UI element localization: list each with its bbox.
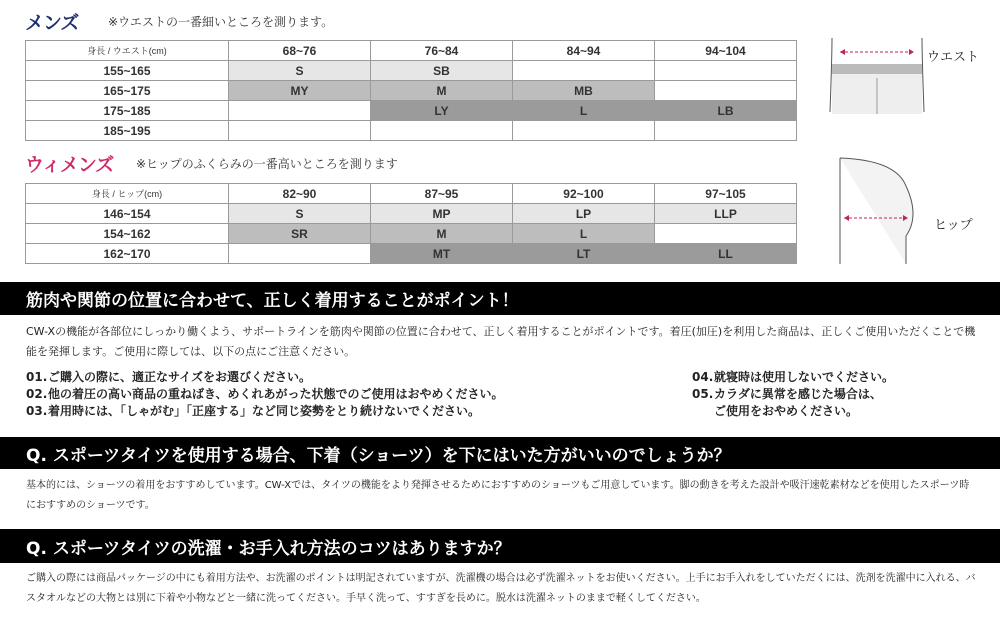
column-header: 94~104 <box>655 41 797 61</box>
size-cell <box>513 61 655 81</box>
column-header: 87~95 <box>371 184 513 204</box>
item-number: 04. <box>692 370 714 384</box>
size-cell: MP <box>371 204 513 224</box>
section3-heading: Q. スポーツタイツの洗濯・お手入れ方法のコツはありますか？ <box>0 529 1000 563</box>
size-cell: LT <box>513 244 655 264</box>
item-text: ご購入の際に、適正なサイズをお選びください。 <box>48 370 312 384</box>
height-cell: 165~175 <box>26 81 229 101</box>
height-cell: 154~162 <box>26 224 229 244</box>
height-cell: 155~165 <box>26 61 229 81</box>
size-cell: S <box>229 204 371 224</box>
table-row <box>26 101 797 121</box>
mens-note: ※ウエストの一番細いところを測ります。 <box>108 15 334 29</box>
table-row <box>26 224 797 244</box>
height-cell: 146~154 <box>26 204 229 224</box>
size-cell <box>655 224 797 244</box>
item-number: 03. <box>26 404 48 418</box>
size-cell: SR <box>229 224 371 244</box>
size-cell: LB <box>655 101 797 121</box>
size-cell: S <box>229 61 371 81</box>
womens-note: ※ヒップのふくらみの一番高いところを測ります <box>136 157 398 171</box>
size-cell: LLP <box>655 204 797 224</box>
size-cell: MB <box>513 81 655 101</box>
size-cell <box>229 101 371 121</box>
size-cell <box>513 121 655 141</box>
mens-title: メンズ <box>25 12 79 34</box>
size-cell <box>655 121 797 141</box>
section3-body: ご購入の際には商品パッケージの中にも着用方法や、お洗濯のポイントは明記されていますが、洗濯機の場合は必ず洗濯ネットをお使いください。上手にお手入れをしていただくには、洗剤を洗濯中に入れる、バスタオルなどの大物とは別に下着や小物などと一緒に洗ってください。手早く洗って、すすぎを長めに。脱水は洗濯ネットのままで軽くしてください。 <box>26 573 976 604</box>
table-row <box>26 204 797 224</box>
item-number: 02. <box>26 387 48 401</box>
item-number: 01. <box>26 370 48 384</box>
womens-title: ウィメンズ <box>25 154 114 176</box>
list-item <box>692 369 894 386</box>
size-cell: M <box>371 81 513 101</box>
womens-size-table <box>25 183 797 264</box>
size-cell <box>229 121 371 141</box>
list-item <box>26 403 480 420</box>
size-cell <box>655 61 797 81</box>
hip-illustration <box>836 156 926 266</box>
size-cell: SB <box>371 61 513 81</box>
item-text: カラダに異常を感じた場合は、 <box>714 387 882 401</box>
table-header-row <box>26 41 797 61</box>
column-header: 76~84 <box>371 41 513 61</box>
section1-body: CW-Xの機能が各部位にしっかり働くよう、サポートラインを筋肉や関節の位置に合わせて、正しく着用することがポイントです。着圧(加圧)を利用した商品は、正しくご使用いただくことで機能を発揮します。ご使用に際しては、以下の点にご注意ください。 <box>26 325 976 358</box>
table-header-row <box>26 184 797 204</box>
table-row <box>26 61 797 81</box>
size-cell <box>229 244 371 264</box>
item-text: 就寝時は使用しないでください。 <box>714 370 895 384</box>
size-cell: MT <box>371 244 513 264</box>
size-cell: M <box>371 224 513 244</box>
size-cell <box>655 81 797 101</box>
table-row <box>26 81 797 101</box>
column-header: 身長 / ヒップ(cm) <box>26 184 229 204</box>
size-cell: LP <box>513 204 655 224</box>
table-row <box>26 121 797 141</box>
size-cell: LY <box>371 101 513 121</box>
section2-body: 基本的には、ショーツの着用をおすすめしています。CW-Xでは、タイツの機能をより発揮させるためにおすすめのショーツもご用意しています。脚の動きを考えた設計や吸汗速乾素材などを使用したスポーツ時におすすめのショーツです。 <box>26 480 970 511</box>
size-cell: LL <box>655 244 797 264</box>
height-cell: 185~195 <box>26 121 229 141</box>
list-item <box>692 386 882 403</box>
item-text: 他の着圧の高い商品の重ねばき、めくれあがった状態でのご使用はおやめください。 <box>48 387 504 401</box>
size-cell: L <box>513 101 655 121</box>
column-header: 68~76 <box>229 41 371 61</box>
height-cell: 175~185 <box>26 101 229 121</box>
column-header: 82~90 <box>229 184 371 204</box>
size-cell: MY <box>229 81 371 101</box>
column-header: 身長 / ウエスト(cm) <box>26 41 229 61</box>
size-cell: L <box>513 224 655 244</box>
list-item <box>26 369 311 386</box>
table-row <box>26 244 797 264</box>
list-item-continuation: ご使用をおやめください。 <box>714 404 859 418</box>
column-header: 84~94 <box>513 41 655 61</box>
column-header: 92~100 <box>513 184 655 204</box>
hip-label: ヒップ <box>934 218 973 233</box>
section2-heading: Q. スポーツタイツを使用する場合、下着（ショーツ）を下にはいた方がいいのでしょうか？ <box>0 437 1000 469</box>
list-item <box>26 386 504 403</box>
item-number: 05. <box>692 387 714 401</box>
height-cell: 162~170 <box>26 244 229 264</box>
waist-illustration <box>826 36 926 116</box>
item-text: 着用時には、「しゃがむ」「正座する」など同じ姿勢をとり続けないでください。 <box>48 404 481 418</box>
mens-size-table <box>25 40 797 141</box>
section1-heading: 筋肉や関節の位置に合わせて、正しく着用することがポイント！ <box>0 282 1000 315</box>
waist-label: ウエスト <box>927 50 980 65</box>
size-cell <box>371 121 513 141</box>
column-header: 97~105 <box>655 184 797 204</box>
